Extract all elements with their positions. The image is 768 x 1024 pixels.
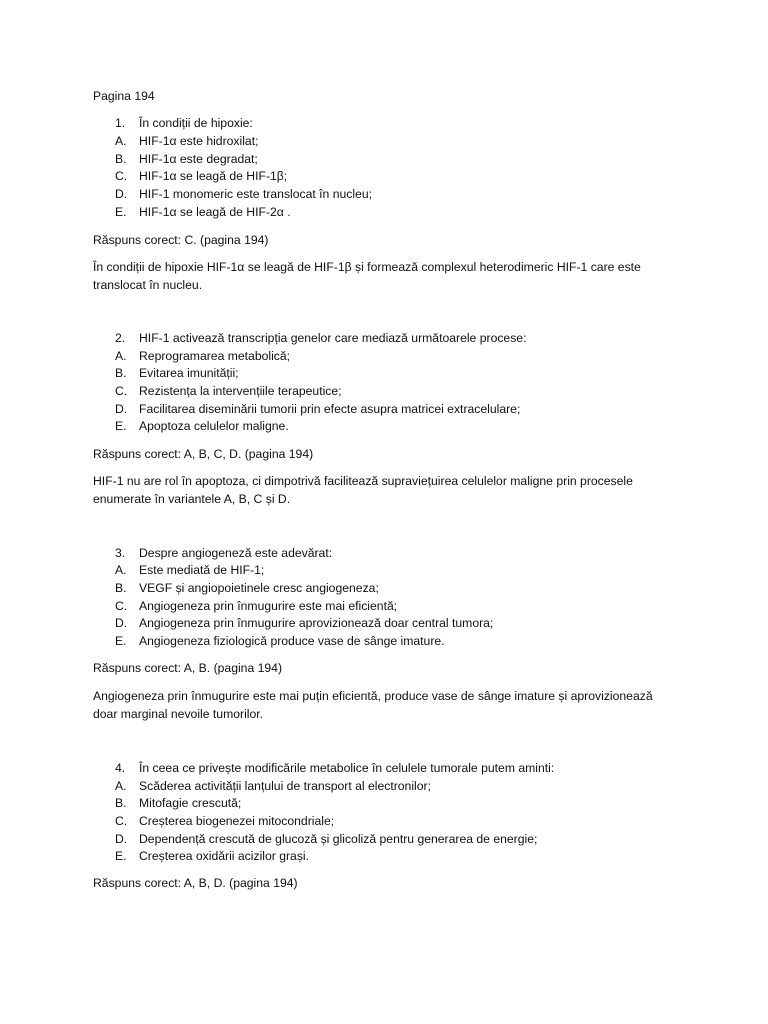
option-text: Este mediată de HIF-1;	[139, 563, 265, 577]
option-letter: D.	[115, 616, 128, 630]
question-number: 3.	[115, 546, 126, 560]
option-text: Creșterea oxidării acizilor grași.	[139, 849, 310, 863]
option-letter: D.	[115, 832, 128, 846]
option-text: HIF-1α se leagă de HIF-1β;	[139, 169, 288, 183]
question-number: 4.	[115, 761, 126, 775]
option-text: Creșterea biogenezei mitocondriale;	[139, 814, 335, 828]
option-letter: E.	[115, 849, 127, 863]
option-text: Angiogeneza prin înmugurire este mai eficientă;	[139, 599, 398, 613]
option-text: Angiogeneza prin înmugurire aprovizionează doar central tumora;	[139, 616, 494, 630]
option-letter: C.	[115, 599, 128, 613]
answer-line: Răspuns corect: A, B, C, D. (pagina 194)	[93, 447, 314, 461]
option-text: HIF-1 monomeric este translocat în nucleu;	[139, 187, 373, 201]
option-letter: B.	[115, 581, 127, 595]
explanation-paragraph: HIF-1 nu are rol în apoptoza, ci dimpotrivă facilitează supraviețuirea celulelor maligne prin procesele enumerate în variantele A, B, C și D.	[93, 474, 633, 506]
option-letter: A.	[115, 563, 127, 577]
question-stem: Despre angiogeneză este adevărat:	[139, 546, 333, 560]
option-text: Reprogramarea metabolică;	[139, 349, 291, 363]
option-text: Angiogeneza fiziologică produce vase de sânge imature.	[139, 634, 445, 648]
option-letter: B.	[115, 366, 127, 380]
option-letter: C.	[115, 814, 128, 828]
question-stem: HIF-1 activează transcripția genelor care mediază următoarele procese:	[139, 331, 527, 345]
question-stem: În condiții de hipoxie:	[139, 116, 253, 130]
option-letter: D.	[115, 402, 128, 416]
option-text: HIF-1α se leagă de HIF-2α .	[139, 205, 291, 219]
answer-line: Răspuns corect: A, B. (pagina 194)	[93, 661, 283, 675]
option-letter: B.	[115, 796, 127, 810]
option-text: HIF-1α este degradat;	[139, 152, 258, 166]
answer-line: Răspuns corect: C. (pagina 194)	[93, 233, 269, 247]
option-text: VEGF și angiopoietinele cresc angiogeneza;	[139, 581, 379, 595]
question-number: 1.	[115, 116, 126, 130]
option-letter: B.	[115, 152, 127, 166]
page-label: Pagina 194	[93, 89, 155, 103]
option-letter: E.	[115, 205, 127, 219]
option-text: Rezistența la intervențiile terapeutice;	[139, 384, 342, 398]
explanation-paragraph: În condiții de hipoxie HIF-1α se leagă de HIF-1β și formează complexul heterodimeric HIF-1 care este translocat în nucleu.	[93, 260, 641, 292]
question-stem: În ceea ce privește modificările metabolice în celulele tumorale putem aminti:	[139, 761, 555, 775]
option-text: Facilitarea diseminării tumorii prin efecte asupra matricei extracelulare;	[139, 402, 521, 416]
option-text: Dependență crescută de glucoză și glicoliză pentru generarea de energie;	[139, 832, 538, 846]
question-number: 2.	[115, 331, 126, 345]
option-text: HIF-1α este hidroxilat;	[139, 134, 259, 148]
option-text: Apoptoza celulelor maligne.	[139, 419, 289, 433]
option-letter: A.	[115, 349, 127, 363]
option-letter: A.	[115, 134, 127, 148]
option-letter: A.	[115, 779, 127, 793]
option-letter: C.	[115, 384, 128, 398]
option-text: Scăderea activității lanțului de transport al electronilor;	[139, 779, 431, 793]
explanation-paragraph: Angiogeneza prin înmugurire este mai puțin eficientă, produce vase de sânge imature și aprovizionează doar marginal nevoile tumorilor.	[93, 689, 653, 721]
option-text: Evitarea imunității;	[139, 366, 239, 380]
answer-line: Răspuns corect: A, B, D. (pagina 194)	[93, 876, 298, 890]
option-letter: C.	[115, 169, 128, 183]
option-letter: E.	[115, 419, 127, 433]
option-text: Mitofagie crescută;	[139, 796, 242, 810]
option-letter: D.	[115, 187, 128, 201]
option-letter: E.	[115, 634, 127, 648]
